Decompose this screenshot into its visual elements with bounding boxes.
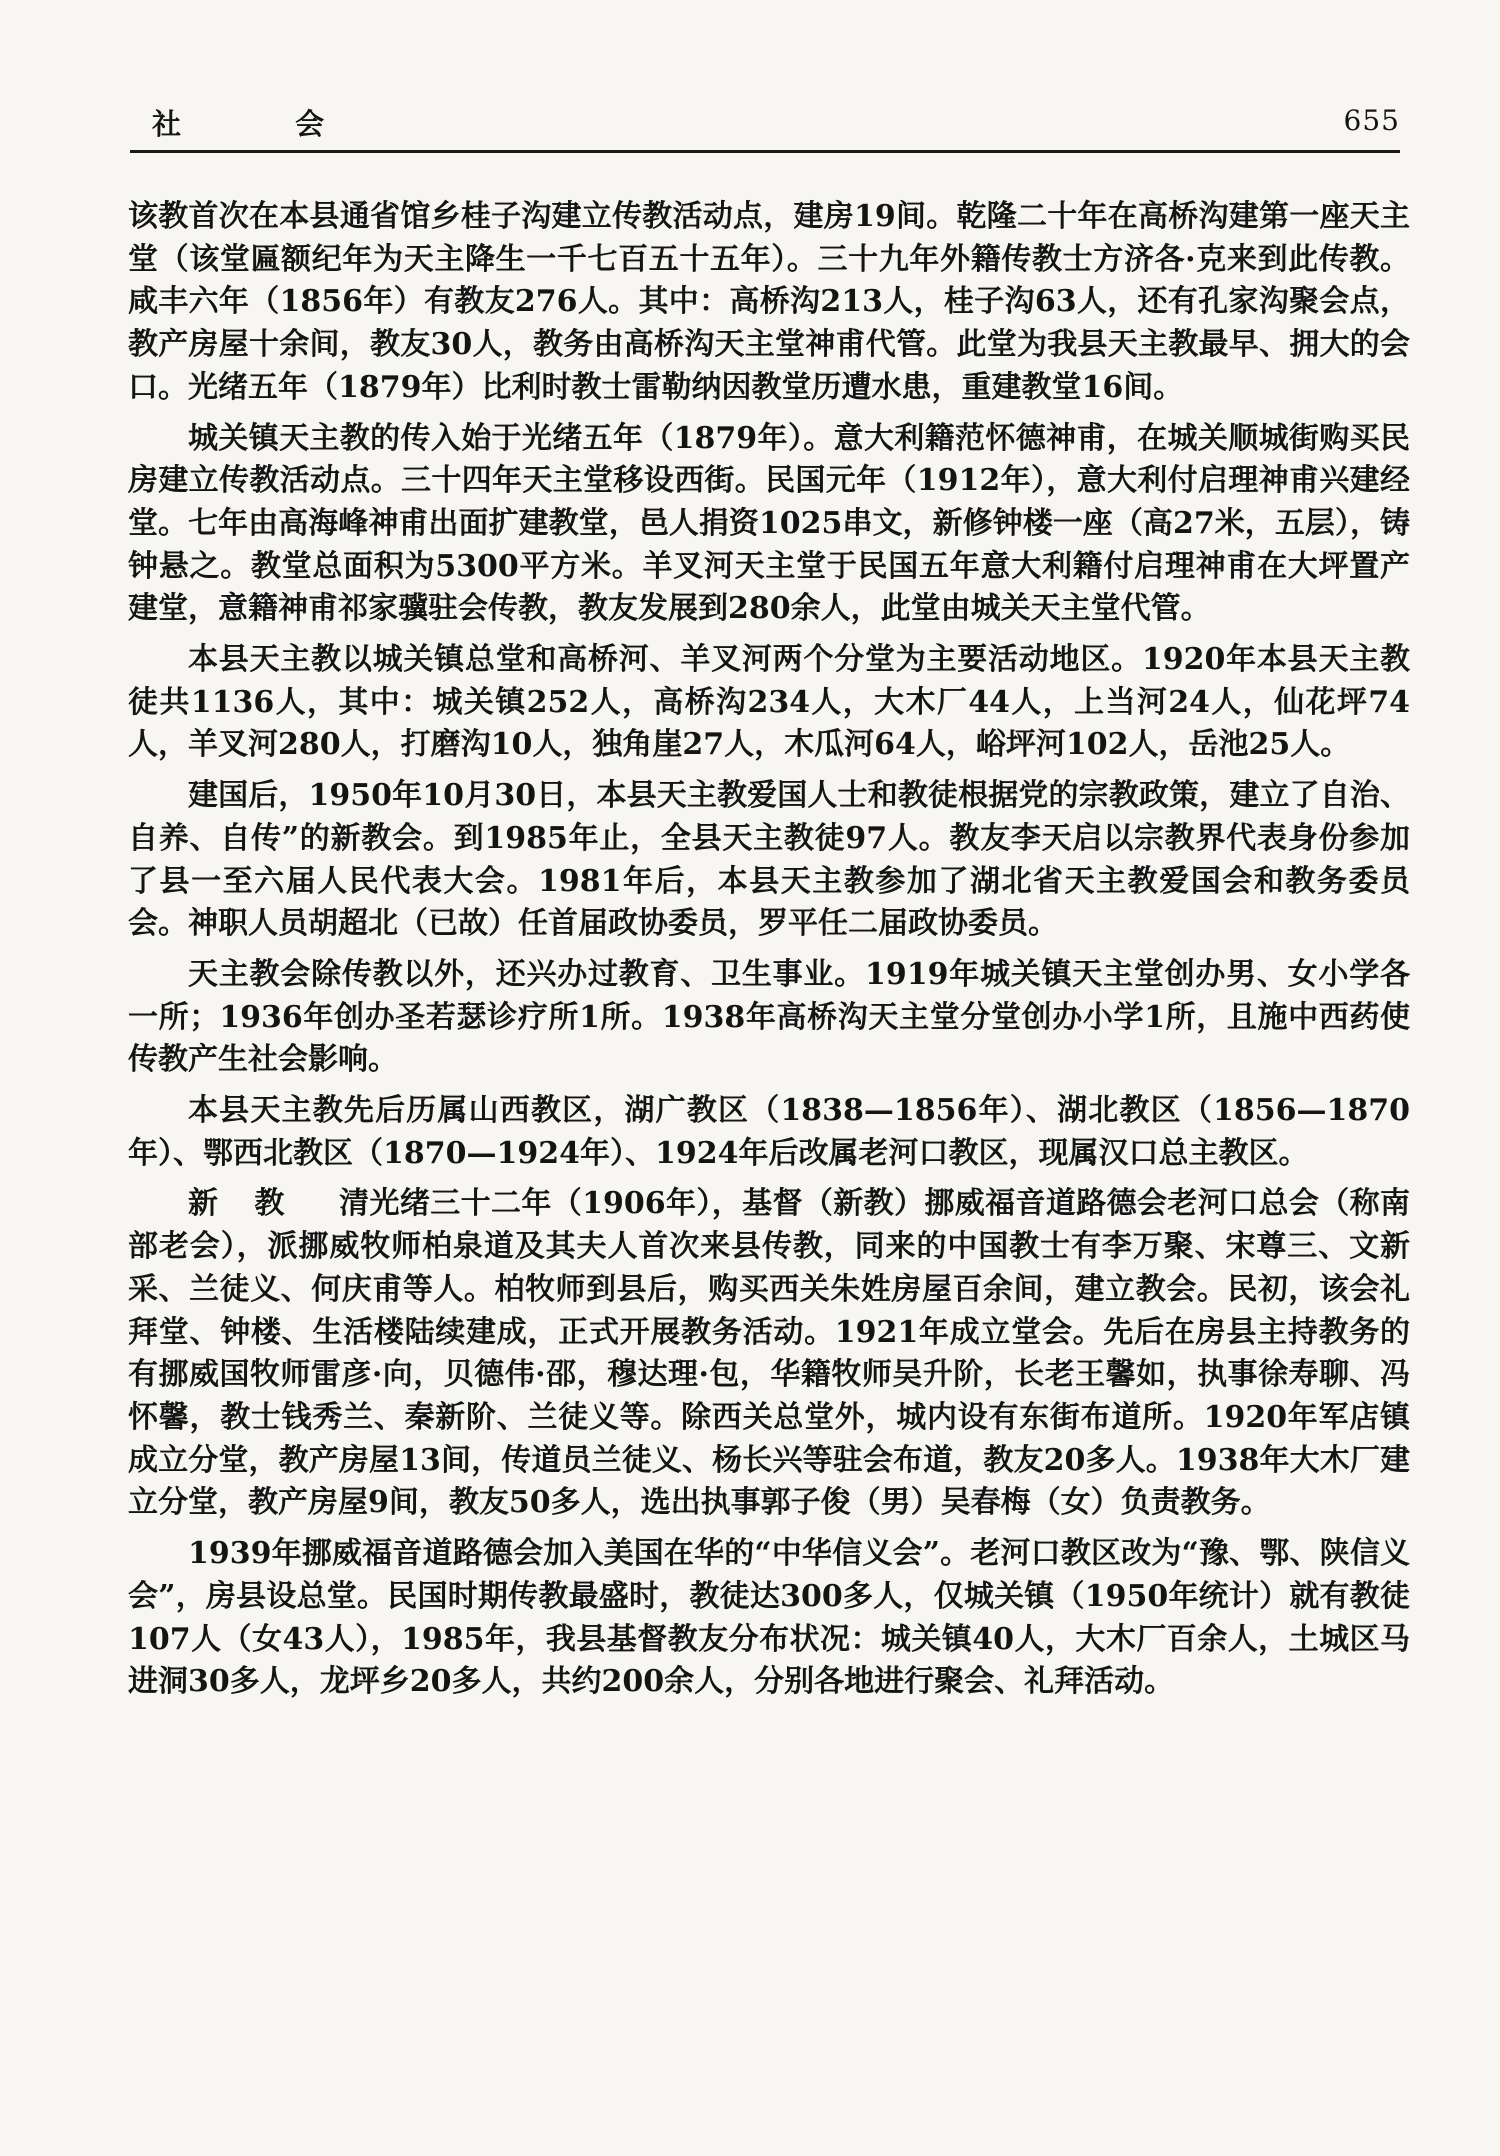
body-text bbox=[128, 196, 1410, 1712]
header-rule bbox=[130, 150, 1400, 153]
paragraph-8: 1939年挪威福音道路德会加入美国在华的“中华信义会”。老河口教区改为“豫、鄂、陕信义会”，房县设总堂。民国时期传教最盛时，教徒达300多人，仅城关镇（1950年统计）就有教徒107人（女43人），1985年，我县基督教友分布状况：城关镇40人，大木厂百余人，土城区马进洞30多人，龙坪乡20多人，共约200余人，分别各地进行聚会、礼拜活动。 bbox=[128, 1536, 1410, 1700]
paragraph-4: 建国后，1950年10月30日，本县天主教爱国人士和教徒根据党的宗教政策，建立了自治、自养、自传”的新教会。到1985年止，全县天主教徒97人。教友李天启以宗教界代表身份参加了县一至六届人民代表大会。1981年后，本县天主教参加了湖北省天主教爱国会和教务委员会。神职人员胡超北（已故）任首届政协委员，罗平任二届政协委员。 bbox=[128, 778, 1410, 942]
running-head: 社 会 bbox=[152, 107, 377, 141]
paragraph-5: 天主教会除传教以外，还兴办过教育、卫生事业。1919年城关镇天主堂创办男、女小学各一所；1936年创办圣若瑟诊疗所1所。1938年高桥沟天主堂分堂创办小学1所，且施中西药使传教产生社会影响。 bbox=[128, 956, 1410, 1078]
page-number: 655 bbox=[1343, 104, 1400, 137]
paragraph-1: 该教首次在本县通省馆乡桂子沟建立传教活动点，建房19间。乾隆二十年在高桥沟建第一座天主堂（该堂匾额纪年为天主降生一千七百五十五年）。三十九年外籍传教士方济各·克来到此传教。咸丰六年（1856年）有教友276人。其中：高桥沟213人，桂子沟63人，还有孔家沟聚会点，教产房屋十余间，教友30人，教务由高桥沟天主堂神甫代管。此堂为我县天主教最早、拥大的会口。光绪五年（1879年）比利时教士雷勒纳因教堂历遭水患，重建教堂16间。 bbox=[128, 199, 1410, 405]
paragraph-3: 本县天主教以城关镇总堂和高桥河、羊叉河两个分堂为主要活动地区。1920年本县天主教徒共1136人，其中：城关镇252人，高桥沟234人，大木厂44人，上当河24人，仙花坪74人，羊叉河280人，打磨沟10人，独角崖27人，木瓜河64人，峪坪河102人，岳池25人。 bbox=[128, 642, 1410, 763]
page-header bbox=[130, 100, 1400, 152]
paragraph-7 bbox=[128, 1183, 1410, 1525]
section-label-new-religion: 新教 bbox=[188, 1186, 321, 1222]
paragraph-2: 城关镇天主教的传入始于光绪五年（1879年）。意大利籍范怀德神甫，在城关顺城街购买民房建立传教活动点。三十四年天主堂移设西街。民国元年（1912年），意大利付启理神甫兴建经堂。七年由高海峰神甫出面扩建教堂，邑人捐资1025串文，新修钟楼一座（高27米，五层），铸钟悬之。教堂总面积为5300平方米。羊叉河天主堂于民国五年意大利籍付启理神甫在大坪置产建堂，意籍神甫祁家骥驻会传教，教友发展到280余人，此堂由城关天主堂代管。 bbox=[128, 420, 1410, 627]
paragraph-6: 本县天主教先后历属山西教区，湖广教区（1838—1856年）、湖北教区（1856—1870年）、鄂西北教区（1870—1924年）、1924年后改属老河口教区，现属汉口总主教区。 bbox=[128, 1093, 1410, 1171]
section-text: 清光绪三十二年（1906年），基督（新教）挪威福音道路德会老河口总会（称南部老会），派挪威牧师柏泉道及其夫人首次来县传教，同来的中国教士有李万聚、宋尊三、文新采、兰徒义、何庆甫等人。柏牧师到县后，购买西关朱姓房屋百余间，建立教会。民初，该会礼拜堂、钟楼、生活楼陆续建成，正式开展教务活动。1921年成立堂会。先后在房县主持教务的有挪威国牧师雷彦·向，贝德伟·邵，穆达理·包，华籍牧师吴升阶，长老王馨如，执事徐寿聊、冯怀馨，教士钱秀兰、秦新阶、兰徒义等。除西关总堂外，城内设有东街布道所。1920年军店镇成立分堂，教产房屋13间，传道员兰徒义、杨长兴等驻会布道，教友20多人。1938年大木厂建立分堂，教产房屋9间，教友50多人，选出执事郭子俊（男）吴春梅（女）负责教务。 bbox=[128, 1186, 1410, 1521]
